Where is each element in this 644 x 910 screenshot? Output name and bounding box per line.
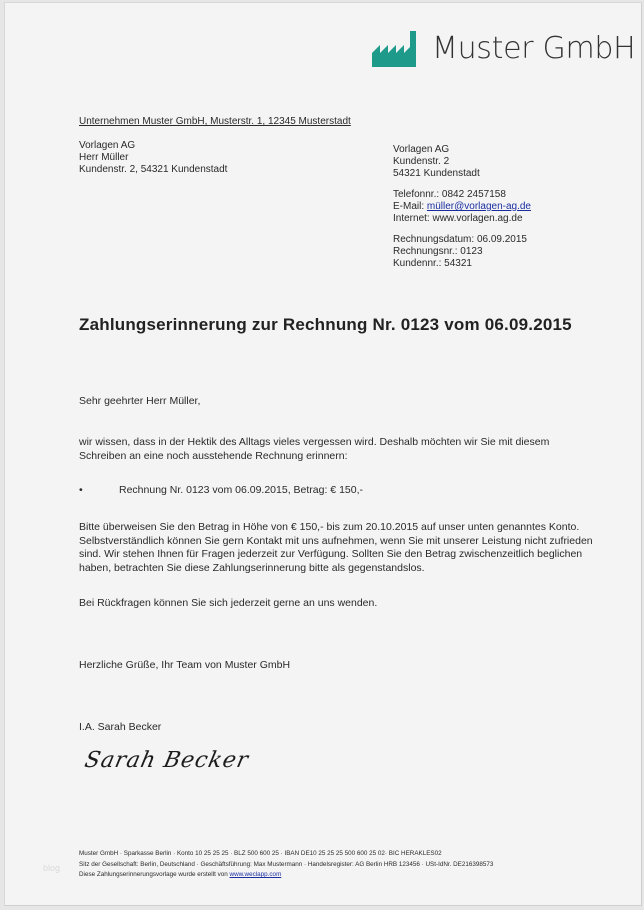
recipient-person: Herr Müller bbox=[79, 152, 129, 163]
info-street: Kundenstr. 2 bbox=[393, 156, 450, 167]
company-logo bbox=[372, 29, 635, 69]
signer-name: I.A. Sarah Becker bbox=[79, 721, 162, 733]
invoice-date: Rechnungsdatum: 06.09.2015 bbox=[393, 234, 527, 245]
footer bbox=[79, 849, 493, 881]
weclapp-link[interactable]: www.weclapp.com bbox=[229, 871, 282, 878]
factory-icon bbox=[372, 31, 424, 67]
intro-paragraph: wir wissen, dass in der Hektik des Alltags vieles vergessen wird. Deshalb möchten wir Sie mit diesem Schreiben an eine noch ausstehende Rechnung erinnern: bbox=[79, 436, 550, 462]
info-internet: Internet: www.vorlagen.ag.de bbox=[393, 213, 523, 224]
contact-paragraph: Bei Rückfragen können Sie sich jederzeit gerne an uns wenden. bbox=[79, 597, 378, 609]
recipient-address bbox=[79, 140, 227, 176]
salutation: Sehr geehrter Herr Müller, bbox=[79, 395, 201, 407]
bullet-text: Rechnung Nr. 0123 vom 06.09.2015, Betrag: € 150,- bbox=[119, 484, 363, 496]
payment-paragraph: Bitte überweisen Sie den Betrag in Höhe von € 150,- bis zum 20.10.2015 auf unser unten genanntes Konto. Selbstverständlich können Sie gern Kontakt mit uns aufnehmen, wenn Sie mit unserer Leistung nicht zufrieden sind. Wir stehen Ihnen für Fragen jederzeit zur Verfügung. Sollten Sie den Betrag zwischenzeitlich beglichen haben, betrachten Sie diese Zahlungserinnerung bitte als gegenstandslos. bbox=[79, 521, 593, 574]
footer-bank-line: Muster GmbH · Sparkasse Berlin · Konto 10 25 25 25 · BLZ 500 600 25 · IBAN DE10 25 25 25 500 600 25 02· BIC HERAKLES02 bbox=[79, 850, 442, 857]
footer-credit-text: Diese Zahlungserinnerungsvorlage wurde erstellt von bbox=[79, 871, 230, 878]
handwritten-signature: Sarah Becker bbox=[82, 748, 252, 773]
closing-line: Herzliche Grüße, Ihr Team von Muster GmbH bbox=[79, 659, 291, 671]
invoice-bullet-item bbox=[79, 484, 363, 498]
email-label: E-Mail: bbox=[393, 201, 427, 212]
letter-page bbox=[4, 2, 642, 906]
bullet-icon: • bbox=[79, 484, 83, 496]
customer-number: Kundennr.: 54321 bbox=[393, 258, 472, 269]
footer-company-line: Sitz der Gesellschaft: Berlin, Deutschland · Geschäftsführung: Max Mustermann · Handelsregister: AG Berlin HRB 123456 · USt-IdNr. DE216398573 bbox=[79, 860, 494, 868]
email-link[interactable]: müller@vorlagen-ag.de bbox=[426, 201, 531, 212]
sender-address-line: Unternehmen Muster GmbH, Musterstr. 1, 12345 Musterstadt bbox=[79, 116, 351, 127]
recipient-street: Kundenstr. 2, 54321 Kundenstadt bbox=[79, 164, 228, 175]
info-city: 54321 Kundenstadt bbox=[393, 168, 480, 179]
watermark: blog bbox=[43, 863, 61, 873]
letter-subject: Zahlungserinnerung zur Rechnung Nr. 0123 vom 06.09.2015 bbox=[79, 315, 572, 334]
info-email-row bbox=[393, 201, 531, 213]
footer-credit-line bbox=[79, 870, 493, 881]
info-company: Vorlagen AG bbox=[393, 144, 450, 155]
invoice-number: Rechnungsnr.: 0123 bbox=[393, 246, 483, 257]
info-phone: Telefonnr.: 0842 2457158 bbox=[393, 189, 506, 200]
info-block bbox=[393, 144, 531, 270]
company-name: Muster GmbH bbox=[432, 31, 636, 66]
recipient-company: Vorlagen AG bbox=[79, 140, 136, 151]
